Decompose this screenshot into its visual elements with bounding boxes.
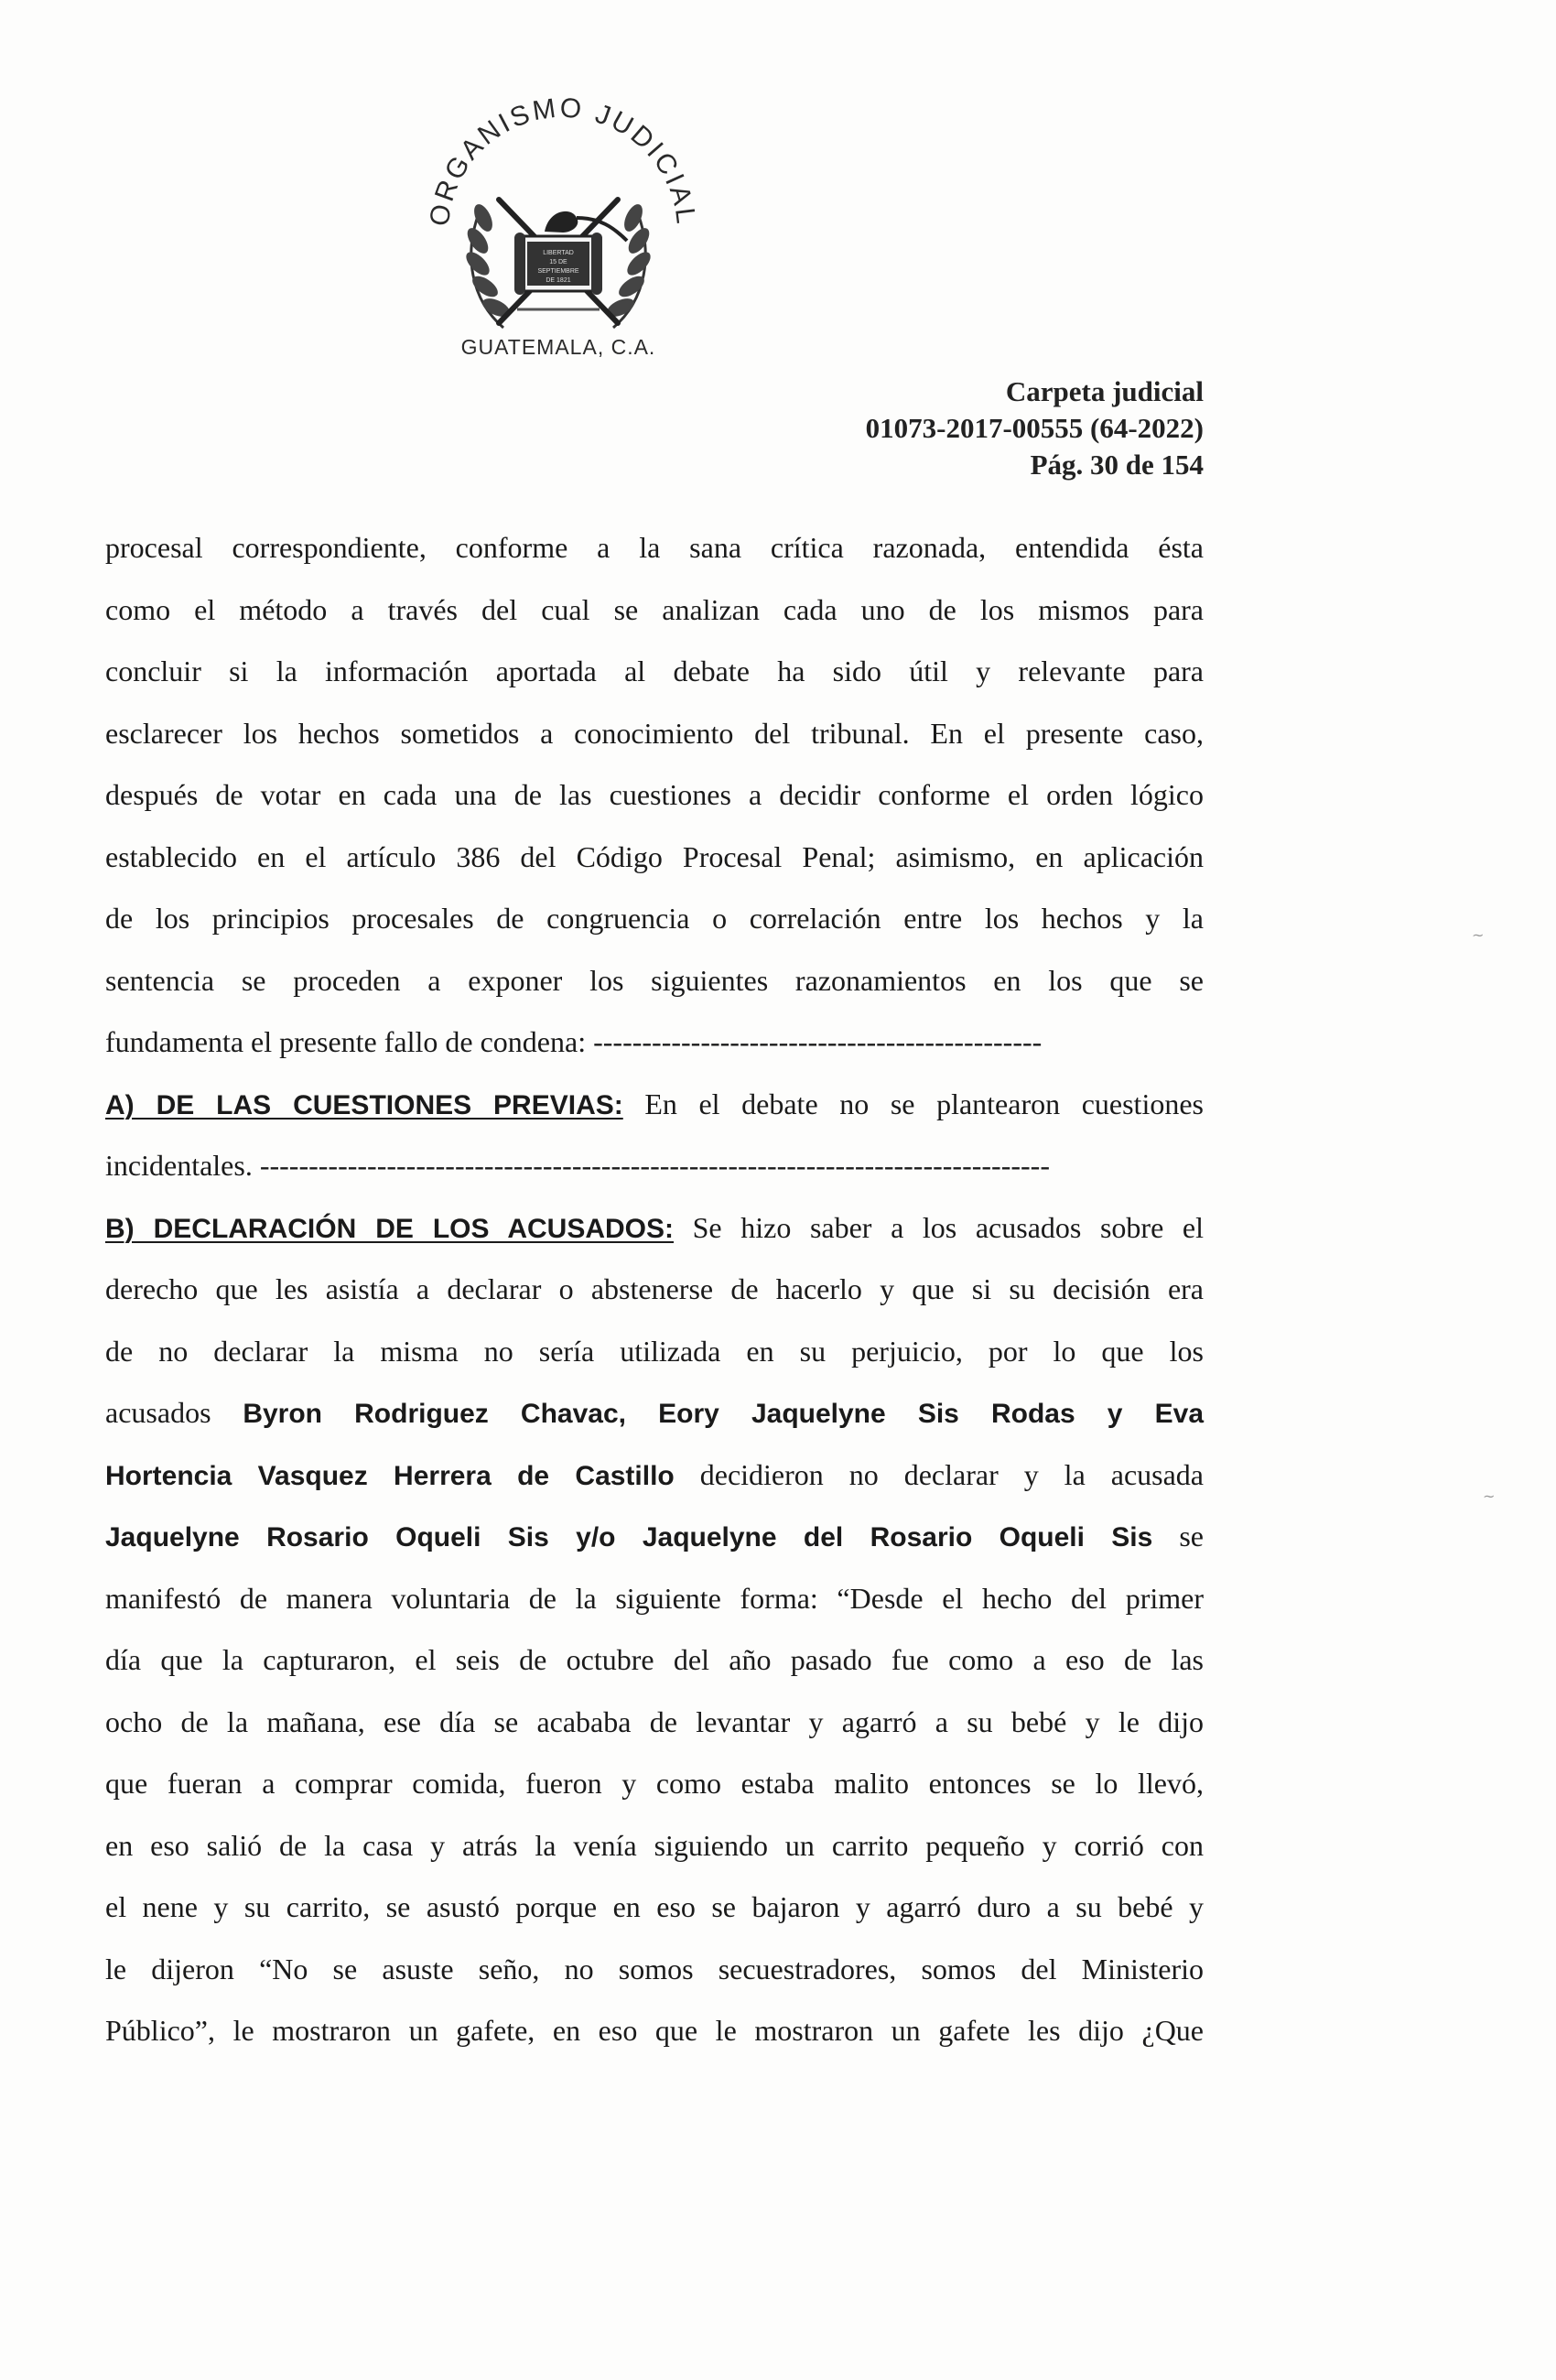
section-b-line: día que la capturaron, el seis de octubre del año pasado fue como a eso de las — [105, 1643, 1204, 1676]
body-line: concluir si la información aportada al debate ha sido útil y relevante para — [105, 654, 1204, 687]
section-b-line — [105, 1209, 1204, 1271]
section-a-line — [105, 1086, 1204, 1148]
body-line: establecido en el artículo 386 del Código Procesal Penal; asimismo, en aplicación — [105, 839, 1204, 873]
section-b-text: decidieron no declarar y la acusada — [674, 1457, 1205, 1491]
section-b-line: manifestó de manera voluntaria de la siguiente forma: “Desde el hecho del primer — [105, 1581, 1204, 1615]
body-line: como el método a través del cual se analizan cada uno de los mismos para — [105, 592, 1204, 626]
section-b-line — [105, 1456, 1204, 1519]
section-b-line: derecho que les asistía a declarar o abstenerse de hacerlo y que si su decisión era — [105, 1272, 1204, 1305]
svg-text:DE 1821: DE 1821 — [546, 277, 571, 284]
coat-of-arms-icon — [394, 81, 723, 355]
section-b-text: se — [1152, 1520, 1204, 1552]
seal-arc-text: ORGANISMO JUDICIAL — [424, 92, 702, 228]
section-b-line: el nene y su carrito, se asustó porque en eso se bajaron y agarró duro a su bebé y — [105, 1890, 1204, 1923]
accused-name: Jaquelyne Rosario Oqueli Sis y/o Jaquelyne del Rosario Oqueli Sis — [105, 1522, 1153, 1552]
svg-text:SEPTIEMBRE: SEPTIEMBRE — [537, 268, 579, 275]
section-b-heading: B) DECLARACIÓN DE LOS ACUSADOS: — [105, 1213, 675, 1244]
accused-names: Hortencia Vasquez Herrera de Castillo — [105, 1460, 675, 1491]
section-a-heading: A) DE LAS CUESTIONES PREVIAS: — [105, 1089, 623, 1120]
document-header — [866, 373, 1204, 483]
body-line: de los principios procesales de congruencia o correlación entre los hechos y la — [105, 902, 1204, 935]
scan-mark: ~ — [1472, 926, 1485, 944]
section-b-line: le dijeron “No se asuste seño, no somos secuestradores, somos del Ministerio — [105, 1952, 1204, 1985]
document-body — [105, 529, 1204, 2074]
section-a-text: En el debate no se plantearon cuestiones — [622, 1087, 1204, 1120]
seal-caption: GUATEMALA, C.A. — [460, 335, 656, 359]
judicial-seal — [394, 81, 723, 355]
body-line: después de votar en cada una de las cuestiones a decidir conforme el orden lógico — [105, 778, 1204, 811]
section-b-line — [105, 1518, 1204, 1580]
section-b-line: de no declarar la misma no sería utilizada en su perjuicio, por lo que los — [105, 1334, 1204, 1368]
body-line: esclarecer los hechos sometidos a conocimiento del tribunal. En el presente caso, — [105, 716, 1204, 750]
section-b-line — [105, 1394, 1204, 1456]
body-line: fundamenta el presente fallo de condena: ---------------------------------------------- — [105, 1025, 1043, 1058]
section-a-line: incidentales. --------------------------------------------------------------------------------- — [105, 1149, 1050, 1182]
section-b-text: Se hizo saber a los acusados sobre el — [674, 1210, 1204, 1244]
section-b-line: en eso salió de la casa y atrás la venía siguiendo un carrito pequeño y corrió con — [105, 1828, 1204, 1862]
section-b-line: ocho de la mañana, ese día se acababa de levantar y agarró a su bebé y le dijo — [105, 1704, 1204, 1738]
svg-text:LIBERTAD: LIBERTAD — [543, 250, 574, 256]
svg-text:15 DE: 15 DE — [549, 259, 567, 265]
case-folder-label: Carpeta judicial — [1005, 375, 1204, 407]
svg-text:ORGANISMO JUDICIAL — [425, 92, 701, 228]
scan-mark: ~ — [1483, 1488, 1496, 1505]
section-b-line: Público”, le mostraron un gafete, en eso que le mostraron un gafete les dijo ¿Que — [105, 2014, 1204, 2047]
body-line: sentencia se proceden a exponer los siguientes razonamientos en los que se — [105, 963, 1204, 997]
section-b-text: acusados — [105, 1396, 243, 1429]
case-number: 01073-2017-00555 (64-2022) — [865, 412, 1204, 444]
body-line: procesal correspondiente, conforme a la sana crítica razonada, entendida ésta — [105, 531, 1204, 564]
section-b-line: que fueran a comprar comida, fueron y como estaba malito entonces se lo llevó, — [105, 1767, 1204, 1800]
accused-names: Byron Rodriguez Chavac, Eory Jaquelyne Sis Rodas y Eva — [243, 1399, 1205, 1429]
page-number: Pág. 30 de 154 — [1030, 449, 1204, 481]
